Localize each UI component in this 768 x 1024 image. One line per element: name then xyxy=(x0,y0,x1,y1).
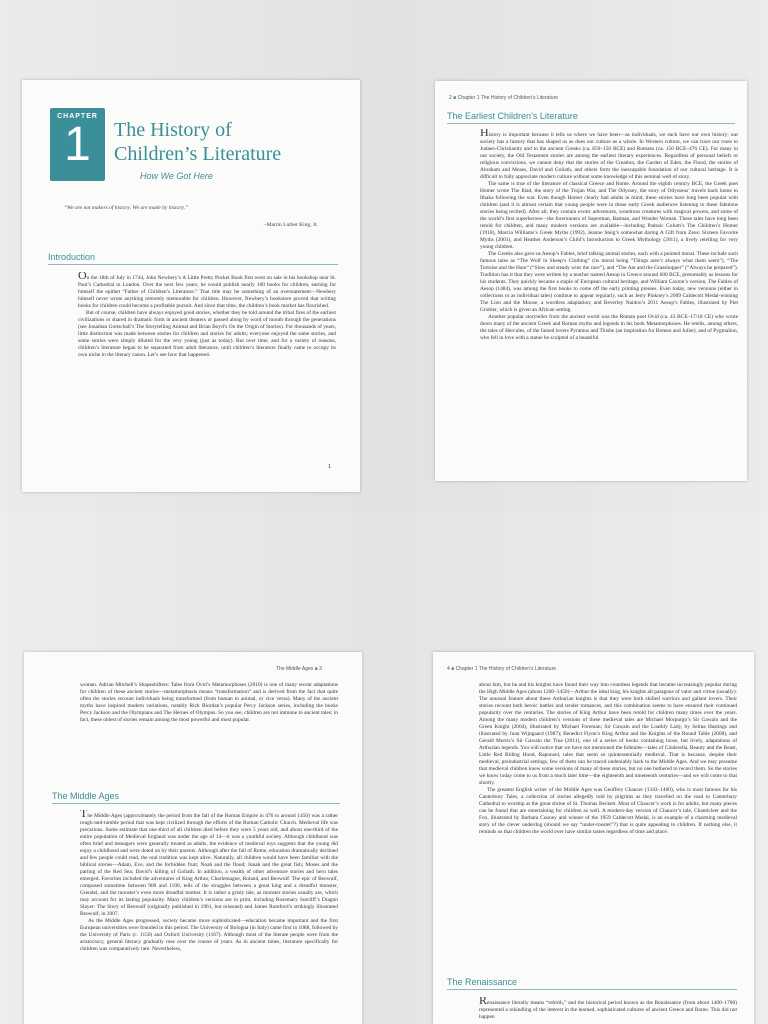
paragraph: The same is true of the literature of classical Greece and Rome. Around the eighth century BCE, the Greek poet Homer wrote The Iliad, the story of the Trojan War, and The Odyssey, the story of Odysseus’ travels back home to Ithaka following the war. Even though Homer clearly had adults in mind, these stories have long been popular with children (and it is almost certain that young people were in those early Greek audiences listening to these fabulous stories being recited). After all, they contain exotic adventures, wondrous creatures with magical powers, and some of the world’s first superheroes—the forerunners of Superman, Batman, and Wonder Woman. These tales have long been retold for children, and many modern versions are available—including Padraic Colum’s The Children’s Homer (1918), Marcia Williams’s Greek Myths (1992), Jeanne Steig’s somewhat daring A Gift from Zeus: Sixteen Favorite Myths (2001), and Heather Anderson’s Child’s Introduction to Greek Mythology (2011), a lively retelling for very young children. xyxy=(480,181,738,250)
section-heading-middle-ages: The Middle Ages xyxy=(52,791,120,801)
paragraph: about him, but he and his knights have found their way into countless legends that became increasingly popular during the High Middle Ages (about 1200–1450)—Arthur the ideal king, his knights all paragons of valor and virtue (usually). The unusual feature about these Arthurian knights is that they were both skilled warriors and gallant lovers. Their stories recount both heroic battles and tender romances, and this combination seems to have ensured their continued popularity over the centuries. The stories of King Arthur have been retold for children many times over the years. Among the many modern children’s versions of these medieval tales are Michael Morpurgo’s Sir Gawain and the Green Knight (2004), illustrated by Michael Foreman; Sir Gawain and the Loathly Lady, by Selina Hastings and illustrated by Juan Wijngaard (1987); Benedict Flynn’s King Arthur and the Knights of the Round Table (2008), and Gerald Morris’s Sir Gawain the True (2011), one of a series of books containing loose, but lively, adaptations of Arthurian legends. You will notice that we have not mentioned the folktales—tales of Cinderella, Beauty and the Beast, Little Red Riding Hood, Rapunzel, tales that seem so quintessentially medieval. That is because, despite their medieval, preindustrial settings, few of them can be traced undeniably back to the Middle Ages. And we may presume that medieval children knew some versions of many of these stories, but no one bothered to record them. So the stories we know today come to us from a much later time—the eighteenth and nineteenth centuries—and we will come to that shortly. xyxy=(479,682,737,786)
bullet-icon: ■ xyxy=(451,666,456,672)
running-head-page-number: 4 xyxy=(447,666,450,672)
running-head xyxy=(447,666,556,672)
paragraph: Another popular storyteller from the ancient world was the Roman poet Ovid (ca. 43 BCE–17/18 CE) who wrote down many of the ancient Greek and Roman myths and legends in his book Metamorphoses. He retells, among others, the tales of Hercules, of the famed lovers Pyramus and Thisbe (an inspiration for Romeo and Juliet), and of Pygmalion, who fell in love with a statue he sculpted of a beautiful xyxy=(480,314,738,341)
section-rule xyxy=(447,989,737,990)
paragraph: istory is important because it tells us where we have been—as individuals, we each have our own history; our society has a history that has shaped us as does our culture as a whole. In Western culture, we can trace our roots to Judaeo-Christianity and to the ancient Greeks (ca. 850–150 BCE) and Romans (ca. 150 BCE–476 CE). For many in our society, the Old Testament stories are among the earliest literary experiences. Regardless of personal beliefs or religious convictions, we cannot deny that the stories of the Creation, the Garden of Eden, the Flood, the stories of Abraham and Moses, David and Goliath, and others form the inescapable foundation of our cultural heritage. It is difficult to fully appreciate modern culture without some knowledge of this seminal well of story. xyxy=(480,132,738,180)
drop-cap: H xyxy=(480,129,489,139)
drop-cap: R xyxy=(479,997,488,1007)
section-rule xyxy=(48,264,338,265)
running-head xyxy=(449,95,558,101)
section-heading-earliest: The Earliest Children’s Literature xyxy=(447,111,578,121)
page-number: 1 xyxy=(328,464,332,470)
running-head-page-number: 2 xyxy=(449,95,452,101)
paragraph: The greatest English writer of the Middle Ages was Geoffrey Chaucer (1343–1400), who is most famous for his Canterbury Tales, a collection of stories allegedly told by pilgrims as they travelled on the road to Canterbury Cathedral to worship at the great shrine of St. Thomas Beckett. Most of Chaucer’s work is for adults, but many pieces can be found that are entertaining for children as well. A modern-day version of Chaucer’s tale, Chanticleer and the Fox, illustrated by Barbara Cooney and winner of the 1959 Caldecott Medal, is an example of a charming medieval story of the clever underdog (should we say “under-rooster”?) that is quite appealing to children. If nothing else, it reminds us that children the world over have similar tastes regardless of time and place. xyxy=(479,787,737,835)
paragraph: he Middle Ages (approximately the period from the fall of the Roman Empire in 476 to around 1450) was a rather rough-and-tumble period that was kept civilized through the efforts of the Roman Catholic Church. Medieval life was precarious. Some estimate that one-third of all children died before they were 5 years old, and about one-third of the entire population of Medieval England was under the age of 14—it was a youthful society. Although childhood was often brief and teenagers were generally treated as adults, the evidence of medieval toys suggests that the young did enjoy a childhood and were doted on by their parents. Although after the fall of Rome, education dramatically declined and few people could read, the oral tradition was kept alive. Naturally, all children would have been familiar with the biblical stories—Adam, Eve, and the forbidden fruit; Noah and the flood; Jonah and the great fish; Moses and the parting of the Red Sea; David’s killing of Goliath. In addition, a wealth of other adventure stories and hero tales emerged. Favorites included the adventures of King Arthur, Charlemagne, Roland, and Beowulf. The epic of Beowulf, composed sometime between 900 and 1100, tells of the struggles between a great king and a dreadful monster, Grendel, and the monster’s even more dreadful mother. It is rather a grisly tale, as monster stories usually are, which may account for its lasting popularity. Many children’s versions are in print, including Rosemary Sutcliff’s Dragon Slayer: The Story of Beowulf (originally published in 1961, but reissued) and James Rumford’s strikingly illustrated Beowulf, in 2007. xyxy=(80,813,338,917)
chapter-subtitle: How We Got Here xyxy=(140,171,213,181)
drop-cap: O xyxy=(78,272,87,282)
paragraph: n the 18th of July in 1744, John Newbery’s A Little Pretty Pocket Book first went on sale in his bookshop near St. Paul’s Cathedral in London. Over the next few years, he would publish nearly 100 books for children, earning for himself the epithet “Father of Children’s Literature.” That title may be something of an overstatement—Newbery himself never wrote anything remotely memorable for children. However, Newbery’s bookstore proved that writing books for children could become a profitable pursuit. And since that time, the children’s book market has flourished. xyxy=(78,275,336,309)
running-head-title: The Middle Ages xyxy=(276,666,314,672)
body-text xyxy=(479,682,737,908)
running-head-title: Chapter 1 The History of Children’s Literature xyxy=(455,666,557,672)
bullet-icon: ■ xyxy=(314,666,320,672)
running-head xyxy=(276,666,322,672)
chapter-title-line2: Children’s Literature xyxy=(114,143,282,165)
running-head-title: Chapter 1 The History of Children’s Literature xyxy=(457,95,559,101)
chapter-title xyxy=(114,118,354,166)
section-rule xyxy=(447,123,735,124)
body-text xyxy=(78,272,336,468)
body-text xyxy=(80,810,338,1024)
bullet-icon: ■ xyxy=(453,95,458,101)
body-text xyxy=(480,129,738,479)
drop-cap: T xyxy=(80,810,88,820)
paragraph: But of course, children have always enjoyed good stories, whether they be told around the tribal fires of the earliest civilizations or shared in dramatic form in ancient theaters or passed along by word of mouth through the generations (see Jonathan Gottschall’s The Storytelling Animal and Brian Boyd’s On the Origin of Stories). For thousands of years, little distinction was made between stories for children and stories for adults; everyone enjoyed the same stories, and some stories were simply diluted for the very young (just as today). But over time, and for a variety of reasons, children’s literature began to be separated from adult literature, until children’s literature finally came to occupy its own niche in the literary canon. Let’s see how that happened. xyxy=(78,310,336,358)
chapter-badge xyxy=(50,108,105,181)
section-rule xyxy=(52,803,340,804)
paragraph: The Greeks also gave us Aesop’s Fables, brief talking animal stories, each with a pointed moral. These include such famous tales as “The Wolf in Sheep’s Clothing” (its moral being “Things aren’t always what them seem”), “The Tortoise and the Hare” (“Slow and steady wins the race”), and “The Ant and the Grasshopper” (“Always be prepared”). Tradition has it that they were written by a teacher named Aesop in Greece around 600 BCE, presumably as lessons for his students. They quickly became a staple of European cultural heritage, and William Caxton’s version, The Fables of Aesop (1484), was among the first books to come off the early printing presses. Even today, new versions (either in collections or as individual tales) continue to appear regularly, such as Jerry Pinkney’s 2009 Caldecott Medal-winning The Lion and the Mouse, a wordless adaptation; and Beverley Naidoo’s 2011 Aesop’s Fables, illustrated by Piet Grobler, which is given an African setting. xyxy=(480,251,738,313)
page-3 xyxy=(24,652,362,1024)
section-heading-introduction: Introduction xyxy=(48,252,96,262)
running-head-page-number: 3 xyxy=(319,666,322,672)
chapter-label: CHAPTER xyxy=(57,113,98,120)
paragraph: As the Middle Ages progressed, society became more sophisticated—education became important and the first European universities were founded in this period. The University of Bologna (in Italy) came first in 1088, followed by the University of Paris (c. 1150) and Oxford University (1167). Although most of the literate people were from the aristocracy, general literacy gradually rose over the course of years. As in ancient times, literature specifically for children was comparatively rare. Nevertheless, xyxy=(80,918,338,952)
section-heading-renaissance: The Renaissance xyxy=(447,977,518,987)
epigraph-attribution: –Martin Luther King, Jr. xyxy=(264,222,318,228)
body-text xyxy=(479,997,737,1024)
paragraph: enaissance literally means “rebirth,” and the historical period known as the Renaissance (from about 1400–1700) represented a rekindling of the interest in the learned, sophisticated cultures of ancient Greece and Rome. This did not happen xyxy=(479,1000,737,1020)
paragraph: woman. Adrian Mitchell’s Shapeshifters: Tales from Ovid’s Metamorphoses (2010) is one of many recent adaptations for children of these ancient stories—metamorphosis means “transformation” and is derived from the fact that quite often the stories recount individuals being transformed (from human to animal, or vice versa). Many of the ancient myths have inspired modern variations, notably Rick Riordan’s popular Percy Jackson series, including the books Percy Jackson and the Olympians and The Heroes of Olympus. So you see, children are not immune to ancient tales; in fact, these oldest of stories remain among the most powerful and most popular. xyxy=(80,682,338,723)
epigraph: “We are not makers of history. We are made by history.” xyxy=(64,205,189,211)
page-1 xyxy=(22,80,360,492)
page-2 xyxy=(435,81,747,481)
page-4 xyxy=(433,652,754,1024)
body-text xyxy=(80,682,338,774)
chapter-title-line1: The History of xyxy=(114,119,232,141)
chapter-number: 1 xyxy=(64,118,91,171)
